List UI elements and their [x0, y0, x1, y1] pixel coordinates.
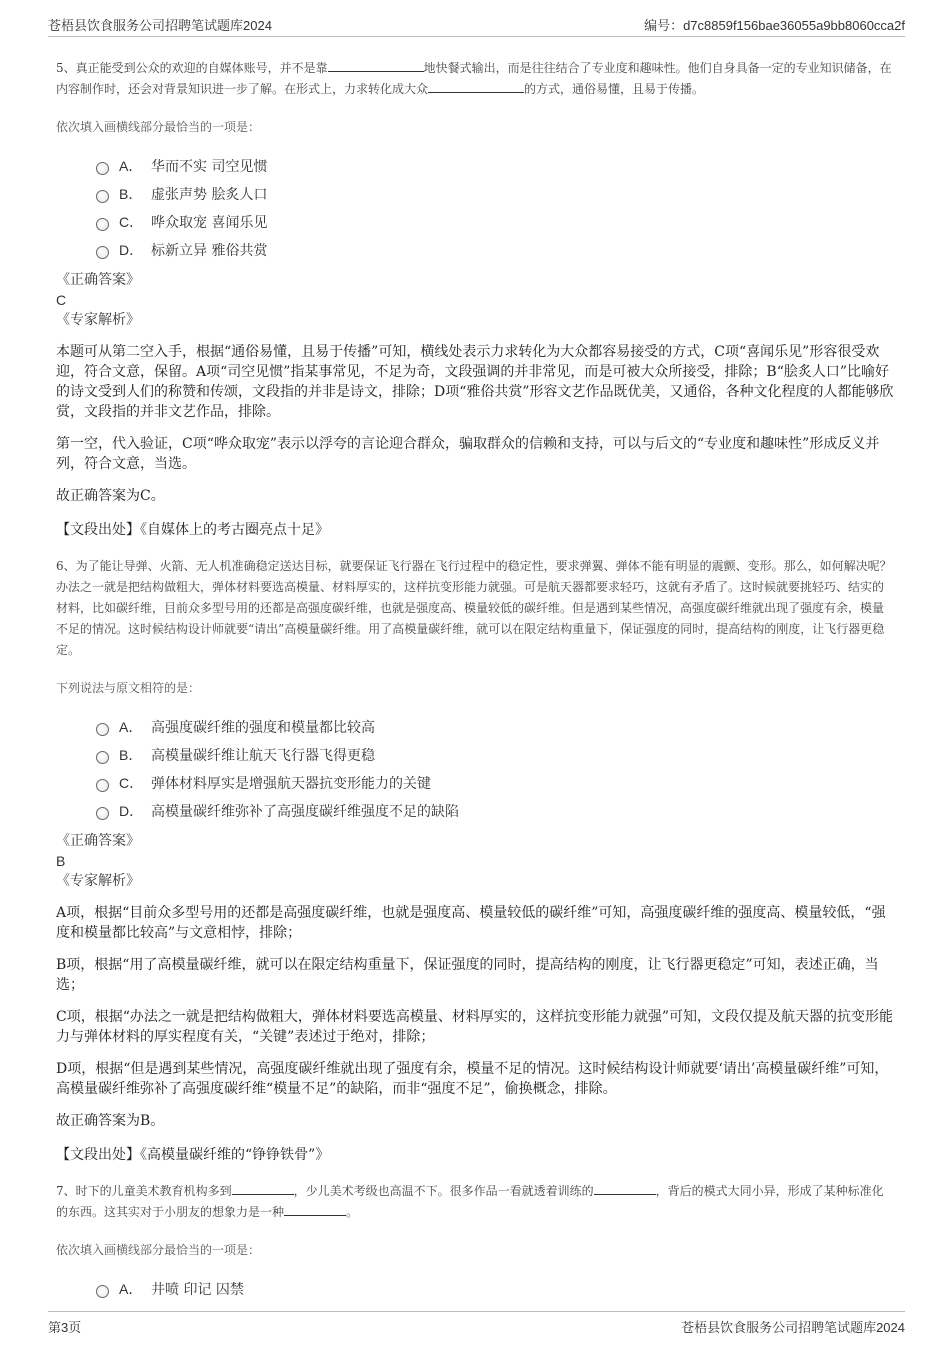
analysis — [56, 342, 895, 506]
page-footer — [48, 1311, 905, 1336]
page-number: 第3页 — [48, 1320, 82, 1335]
answer-value: B — [56, 853, 66, 869]
answer-label: 《正确答案》 — [56, 833, 140, 849]
question-7-prompt: 依次填入画横线部分最恰当的一项是： — [56, 1243, 261, 1257]
answer-label: 《正确答案》 — [56, 272, 140, 288]
radio-icon[interactable] — [96, 751, 109, 764]
option-a[interactable]: A． 高强度碳纤维的强度和模量都比较高 — [96, 713, 895, 741]
question-6 — [56, 556, 895, 1165]
header-code: 编号：d7c8859f156bae36055a9bb8060cca2f — [644, 18, 905, 33]
page-header — [48, 12, 905, 37]
blank — [284, 1203, 346, 1216]
radio-icon[interactable] — [96, 162, 109, 175]
blank — [594, 1182, 656, 1195]
analysis-label: 《专家解析》 — [56, 312, 140, 328]
page-content — [56, 58, 895, 1303]
question-7-options — [96, 1275, 895, 1303]
blank — [428, 80, 524, 93]
option-d[interactable]: D． 标新立异 雅俗共赏 — [96, 236, 895, 264]
analysis-paragraph: 故正确答案为C。 — [56, 488, 165, 504]
option-c[interactable]: C． 哗众取宠 喜闻乐见 — [96, 208, 895, 236]
radio-icon[interactable] — [96, 723, 109, 736]
option-a[interactable]: A． 华而不实 司空见惯 — [96, 152, 895, 180]
source-citation: 【文段出处】《高模量碳纤维的“铮铮铁骨”》 — [56, 1147, 330, 1163]
radio-icon[interactable] — [96, 218, 109, 231]
analysis-paragraph: 本题可从第二空入手，根据“通俗易懂，且易于传播”可知，横线处表示力求转化为大众都容易接受的方式，C项“喜闻乐见”形容很受欢迎，符合文意，保留。A项“司空见惯”指某事常见，不足为奇，文段强调的并非常见，而是可被大众所接受，排除；B“脍炙人口”比喻好的诗文受到人们的称赞和传颂，文段指的并非是诗文，排除；D项“雅俗共赏”形容文艺作品既优美，又通俗，各种文化程度的人都能够欣赏，文段指的并非文艺作品，排除。 — [56, 344, 894, 420]
question-6-prompt: 下列说法与原文相符的是： — [56, 681, 201, 695]
header-title: 苍梧县饮食服务公司招聘笔试题库2024 — [48, 18, 272, 33]
radio-icon[interactable] — [96, 807, 109, 820]
analysis-paragraph: B项，根据“用了高模量碳纤维，就可以在限定结构重量下，保证强度的同时，提高结构的刚度，让飞行器更稳定”可知，表述正确，当选； — [56, 957, 879, 993]
question-5-prompt: 依次填入画横线部分最恰当的一项是： — [56, 120, 261, 134]
analysis-paragraph: C项，根据“办法之一就是把结构做粗大，弹体材料要选高模量、材料厚实的，这样抗变形能力就强”可知，文段仅提及航天器的抗变形能力与弹体材料的厚实程度有关，“关键”表述过于绝对，排除； — [56, 1009, 894, 1045]
radio-icon[interactable] — [96, 1285, 109, 1298]
radio-icon[interactable] — [96, 779, 109, 792]
source-citation: 【文段出处】《自媒体上的考古圈亮点十足》 — [56, 522, 329, 538]
radio-icon[interactable] — [96, 246, 109, 259]
question-6-text: 6、为了能让导弹、火箭、无人机准确稳定送达目标，就要保证飞行器在飞行过程中的稳定性，要求弹翼、弹体不能有明显的震颤、变形。那么，如何解决呢？办法之一就是把结构做粗大，弹体材料要选高模量、材料厚实的，这样抗变形能力就强。可是航天器都要求轻巧，这就有矛盾了。这时候就要挑轻巧、结实的材料，比如碳纤维，目前众多型号用的还都是高强度碳纤维，也就是强度高、模量较低的碳纤维。但是遇到某些情况，高强度碳纤维就出现了强度有余，模量不足的情况。这时候结构设计师就要“请出”高模量碳纤维。用了高模量碳纤维，就可以在限定结构重量下，保证强度的同时，提高结构的刚度，让飞行器更稳定。 — [56, 559, 892, 657]
analysis-paragraph: 故正确答案为B。 — [56, 1113, 165, 1129]
option-d[interactable]: D． 高模量碳纤维弥补了高强度碳纤维强度不足的缺陷 — [96, 797, 895, 825]
footer-title: 苍梧县饮食服务公司招聘笔试题库2024 — [681, 1320, 905, 1335]
analysis — [56, 903, 895, 1131]
question-5 — [56, 58, 895, 540]
analysis-paragraph: A项，根据“目前众多型号用的还都是高强度碳纤维，也就是强度高、模量较低的碳纤维”可知，高强度碳纤维的强度高、模量较低，“强度和模量都比较高”与文意相悖，排除； — [56, 905, 886, 941]
radio-icon[interactable] — [96, 190, 109, 203]
option-b[interactable]: B． 虚张声势 脍炙人口 — [96, 180, 895, 208]
question-5-options — [96, 152, 895, 264]
option-c[interactable]: C． 弹体材料厚实是增强航天器抗变形能力的关键 — [96, 769, 895, 797]
answer-value: C — [56, 292, 67, 308]
analysis-label: 《专家解析》 — [56, 873, 140, 889]
analysis-paragraph: D项，根据“但是遇到某些情况，高强度碳纤维就出现了强度有余，模量不足的情况。这时候结构设计师就要‘请出’高模量碳纤维”可知，高模量碳纤维弥补了高强度碳纤维“模量不足”的缺陷，而非“强度不足”，偷换概念，排除。 — [56, 1061, 889, 1097]
analysis-paragraph: 第一空，代入验证，C项“哗众取宠”表示以浮夸的言论迎合群众，骗取群众的信赖和支持，可以与后文的“专业度和趣味性”形成反义并列，符合文意，当选。 — [56, 436, 880, 472]
question-6-options — [96, 713, 895, 825]
question-7-text: 7、时下的儿童美术教育机构多到 ，少儿美术考级也高温不下。很多作品一看就透着训练的 ，背后的模式大同小异，形成了某种标准化的东西。这其实对于小朋友的想象力是一种 。 — [56, 1184, 884, 1219]
blank — [232, 1182, 294, 1195]
option-b[interactable]: B． 高模量碳纤维让航天飞行器飞得更稳 — [96, 741, 895, 769]
question-5-text: 5、真正能受到公众的欢迎的自媒体账号，并不是靠 地快餐式输出，而是往往结合了专业度和趣味性。他们自身具备一定的专业知识储备，在内容制作时，还会对背景知识进一步了解。在形式上，力求转化成大众 的方式，通俗易懂，且易于传播。 — [56, 61, 892, 96]
blank — [328, 59, 424, 72]
option-a[interactable]: A． 井喷 印记 囚禁 — [96, 1275, 895, 1303]
question-7 — [56, 1181, 895, 1303]
